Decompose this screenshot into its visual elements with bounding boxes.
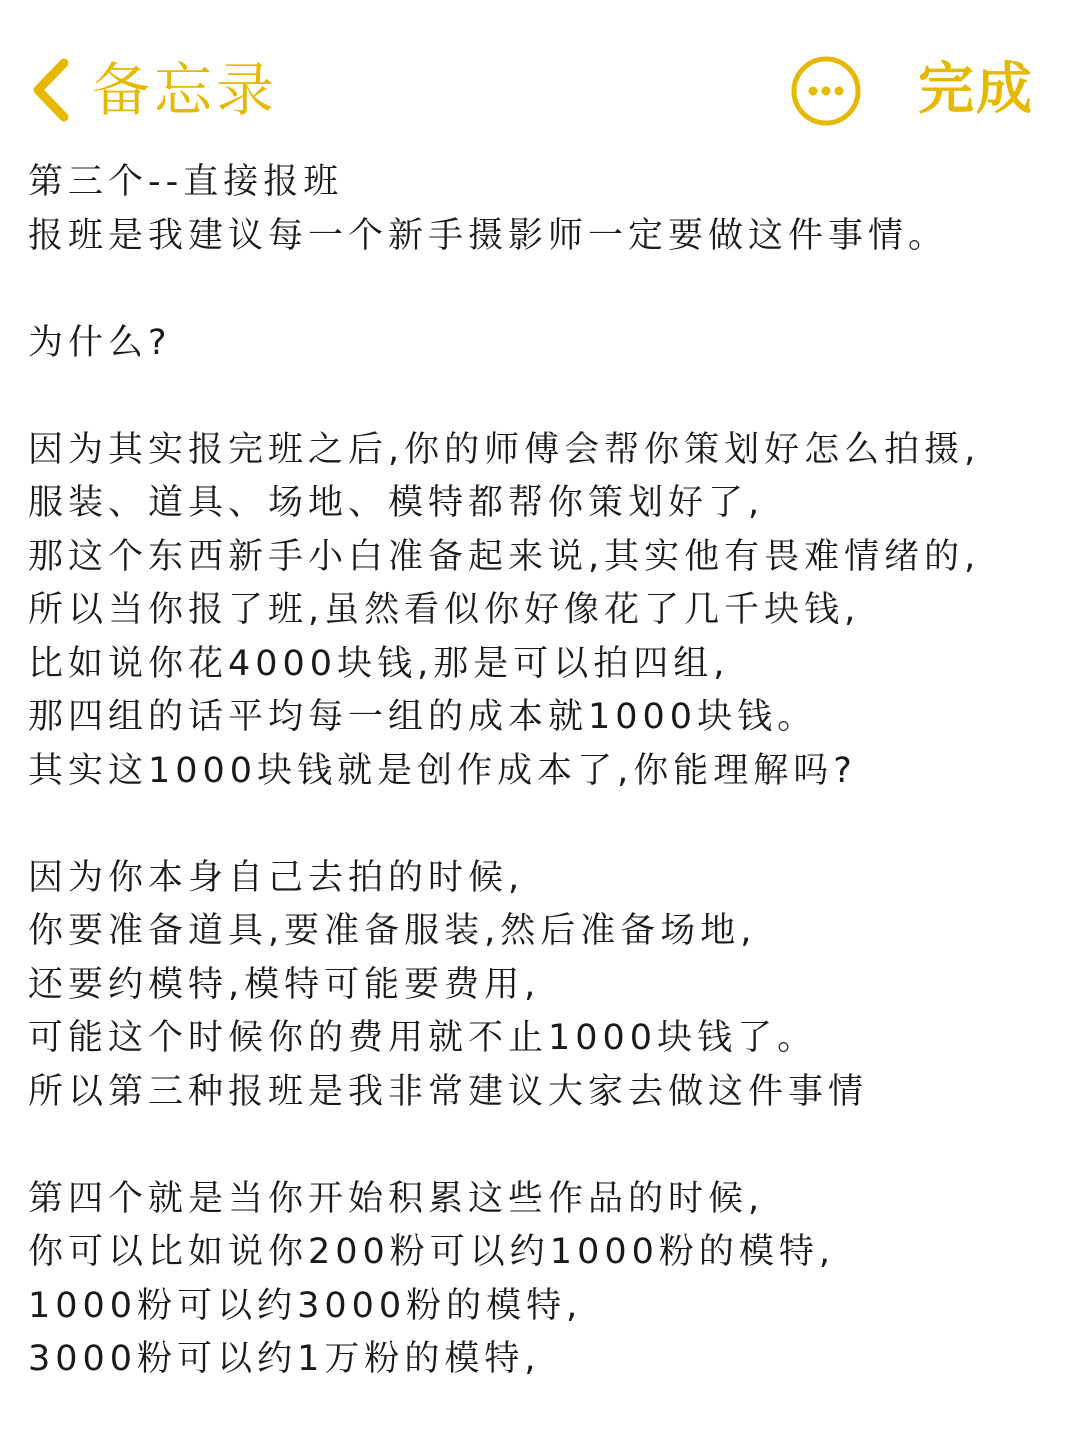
note-line: 你要准备道具,要准备服装,然后准备场地, (28, 911, 757, 951)
note-body[interactable] (28, 156, 1058, 1387)
note-line: 那四组的话平均每一组的成本就1000块钱。 (28, 697, 818, 737)
note-line: 3000粉可以约1万粉的模特, (28, 1339, 541, 1379)
note-line: 1000粉可以约3000粉的模特, (28, 1285, 583, 1326)
note-line: 为什么? (28, 322, 172, 363)
note-line: 还要约模特,模特可能要费用, (28, 964, 541, 1005)
navigation-bar (0, 0, 1080, 150)
note-line: 第四个就是当你开始积累这些作品的时候, (28, 1178, 765, 1219)
note-line: 服装、道具、场地、模特都帮你策划好了, (28, 483, 765, 523)
note-line: 比如说你花4000块钱,那是可以拍四组, (28, 643, 730, 684)
chevron-left-icon (30, 57, 70, 123)
note-line (28, 798, 1058, 852)
note-line (28, 370, 1058, 424)
more-circle-icon (790, 55, 862, 127)
note-line (28, 1119, 1058, 1173)
done-button[interactable]: 完成 (918, 57, 1034, 122)
note-line: 所以当你报了班,虽然看似你好像花了几千块钱, (28, 590, 861, 630)
back-button-label: 备忘录 (92, 56, 279, 124)
note-line: 报班是我建议每一个新手摄影师一定要做这件事情。 (28, 215, 949, 256)
note-line: 其实这1000块钱就是创作成本了,你能理解吗? (28, 750, 857, 791)
note-line: 可能这个时候你的费用就不止1000块钱了。 (28, 1018, 818, 1058)
note-line: 第三个--直接报班 (28, 162, 344, 202)
note-line (28, 263, 1058, 317)
more-options-button[interactable] (790, 55, 862, 127)
note-line: 因为你本身自己去拍的时候, (28, 857, 525, 898)
note-line: 那这个东西新手小白准备起来说,其实他有畏难情绪的, (28, 536, 981, 577)
note-line: 你可以比如说你200粉可以约1000粉的模特, (28, 1232, 836, 1272)
note-line: 所以第三种报班是我非常建议大家去做这件事情 (28, 1071, 869, 1112)
note-line: 因为其实报完班之后,你的师傅会帮你策划好怎么拍摄, (28, 429, 981, 470)
back-button[interactable] (30, 55, 278, 125)
